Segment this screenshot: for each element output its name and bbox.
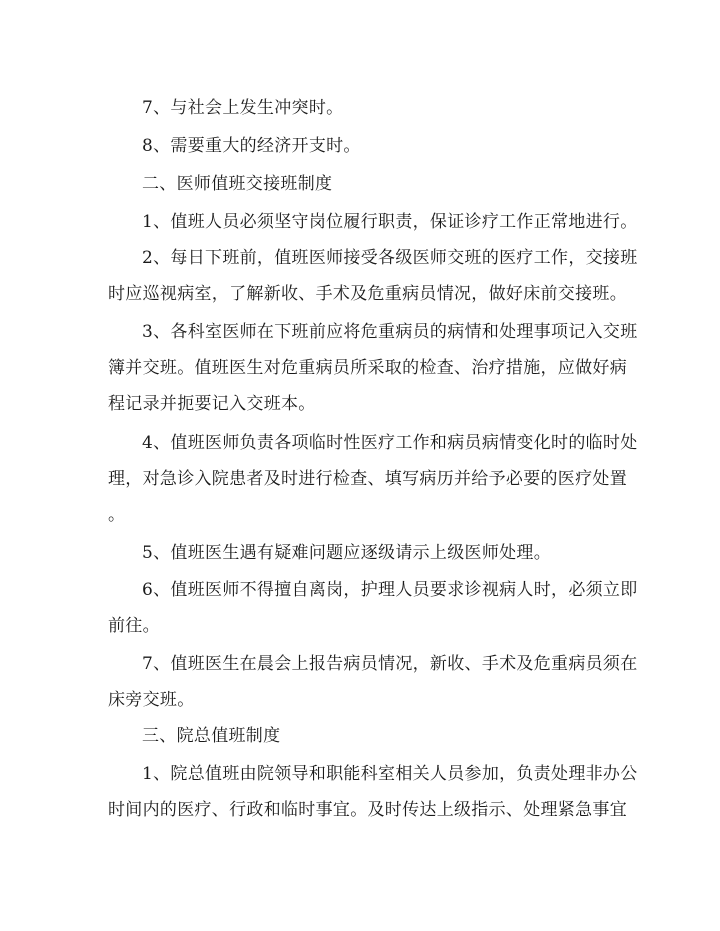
text-line: 理，对急诊入院患者及时进行检查、填写病历并给予必要的医疗处置 xyxy=(108,469,627,489)
paragraph-10 xyxy=(108,646,638,718)
text-line: 簿并交班。值班医生对危重病员所采取的检查、治疗措施，应做好病 xyxy=(108,358,627,378)
paragraph-4 xyxy=(108,204,638,240)
text-line: 1、值班人员必须坚守岗位履行职责，保证诊疗工作正常地进行。 xyxy=(142,212,638,232)
text-line: 三、院总值班制度 xyxy=(142,726,281,746)
text-line: 4、值班医师负责各项临时性医疗工作和病员病情变化时的临时处 xyxy=(142,433,638,453)
paragraph-1 xyxy=(108,90,610,126)
paragraph-6 xyxy=(108,314,638,422)
text-line: 7、与社会上发生冲突时。 xyxy=(142,98,344,118)
paragraph-7 xyxy=(108,425,638,533)
paragraph-12 xyxy=(108,756,638,828)
text-line: 床旁交班。 xyxy=(108,690,195,710)
text-line: 1、院总值班由院领导和职能科室相关人员参加，负责处理非办公 xyxy=(142,764,638,784)
paragraph-9 xyxy=(108,572,638,644)
text-line: 3、各科室医师在下班前应将危重病员的病情和处理事项记入交班 xyxy=(142,322,638,342)
text-line: 时间内的医疗、行政和临时事宜。及时传达上级指示、处理紧急事宜 xyxy=(108,800,627,820)
paragraph-5 xyxy=(108,240,638,312)
section-heading-2 xyxy=(108,166,610,202)
text-line: 6、值班医师不得擅自离岗，护理人员要求诊视病人时，必须立即 xyxy=(142,580,638,600)
text-line: 。 xyxy=(108,505,126,525)
text-line: 前往。 xyxy=(108,616,160,636)
paragraph-8 xyxy=(108,535,610,571)
text-line: 程记录并扼要记入交班本。 xyxy=(108,394,316,414)
text-line: 二、医师值班交接班制度 xyxy=(142,174,333,194)
text-line: 时应巡视病室，了解新收、手术及危重病员情况，做好床前交接班。 xyxy=(108,284,627,304)
text-line: 2、每日下班前，值班医师接受各级医师交班的医疗工作，交接班 xyxy=(142,248,638,268)
paragraph-2 xyxy=(108,128,610,164)
text-line: 7、值班医生在晨会上报告病员情况，新收、手术及危重病员须在 xyxy=(142,654,638,674)
section-heading-3 xyxy=(108,718,610,754)
text-line: 8、需要重大的经济开支时。 xyxy=(142,136,361,156)
text-line: 5、值班医生遇有疑难问题应逐级请示上级医师处理。 xyxy=(142,543,552,563)
